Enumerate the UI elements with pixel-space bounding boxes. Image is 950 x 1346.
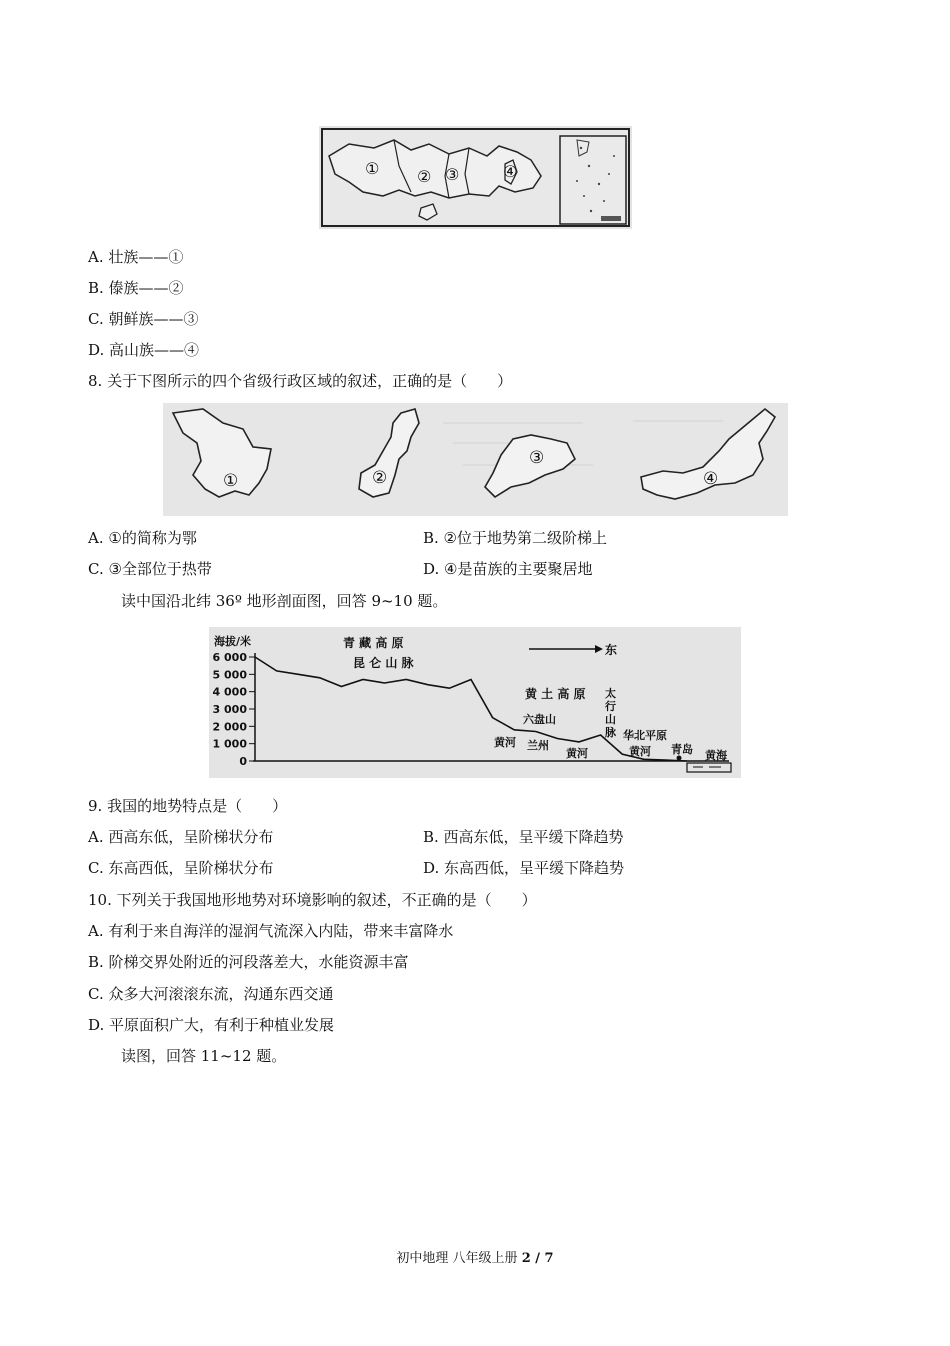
q7-map-label-4: ④ [503, 162, 518, 181]
q8-province-maps [163, 403, 788, 516]
label-taihang-char: 太 [605, 687, 616, 700]
q8-stem: 8. 关于下图所示的四个省级行政区域的叙述，正确的是（ ） [88, 372, 513, 390]
q7-option-a: A. 壮族——① [88, 248, 184, 266]
q9-option-c: C. 东高西低，呈阶梯状分布 [88, 859, 274, 877]
label-yellow-river-1: 黄河 [494, 736, 516, 749]
q10-option-c: C. 众多大河滚滚东流，沟通东西交通 [88, 985, 334, 1003]
q7-ethnic-map [319, 126, 632, 229]
q7-map-label-2: ② [417, 167, 432, 186]
label-qingzang-plateau: 青 藏 高 原 [343, 636, 404, 650]
y-tick-label: 1 000 [212, 737, 247, 751]
y-tick-label: 2 000 [212, 720, 247, 734]
q10-stem: 10. 下列关于我国地形地势对环境影响的叙述，不正确的是（ ） [88, 891, 537, 909]
footer-page-number: 2 / 7 [521, 1251, 554, 1266]
y-tick-label: 6 000 [212, 651, 247, 664]
intro-9-10: 读中国沿北纬 36º 地形剖面图，回答 9~10 题。 [121, 592, 448, 610]
q10-option-a: A. 有利于来自海洋的湿润气流深入内陆，带来丰富降水 [88, 922, 454, 940]
chart-ylabel: 海拔/米 [214, 635, 252, 648]
east-label: 东 [605, 643, 618, 657]
label-liupan-mountain: 六盘山 [523, 713, 556, 726]
q7-option-d: D. 高山族——④ [88, 341, 200, 359]
q7-option-b: B. 傣族——② [88, 279, 184, 297]
label-yellow-sea: 黄海 [705, 749, 727, 762]
q8-map-label-1: ① [223, 471, 239, 491]
label-loess-plateau: 黄 土 高 原 [525, 687, 586, 701]
q10-option-d: D. 平原面积广大，有利于种植业发展 [88, 1016, 335, 1034]
q9-option-d: D. 东高西低，呈平缓下降趋势 [423, 859, 625, 877]
q8-option-b: B. ②位于地势第二级阶梯上 [423, 529, 608, 547]
q8-map-label-4: ④ [703, 469, 719, 489]
label-kunlun-mountains: 昆 仑 山 脉 [353, 656, 414, 670]
q8-map-label-2: ② [372, 468, 388, 488]
q8-option-c: C. ③全部位于热带 [88, 560, 212, 578]
label-taihang-char: 山 [605, 713, 616, 726]
q8-option-a: A. ①的简称为鄂 [88, 529, 197, 547]
label-yellow-river-3: 黄河 [629, 745, 651, 758]
y-tick-label: 4 000 [212, 685, 247, 699]
y-tick-label: 3 000 [212, 703, 247, 716]
y-tick-label: 5 000 [212, 668, 247, 682]
q7-map-label-1: ① [365, 159, 380, 178]
page-footer [0, 1249, 950, 1269]
q9-option-a: A. 西高东低，呈阶梯状分布 [88, 828, 274, 846]
label-qingdao: 青岛 [671, 743, 693, 756]
label-yellow-river-2: 黄河 [566, 747, 588, 760]
qingdao-marker [677, 756, 682, 761]
footer-text: 初中地理 八年级上册 [396, 1251, 522, 1266]
y-tick-label: 0 [239, 755, 247, 768]
label-taihang-char: 脉 [605, 726, 616, 739]
q7-map-label-3: ③ [445, 165, 460, 184]
q7-option-c: C. 朝鲜族——③ [88, 310, 199, 328]
terrain-profile-chart [209, 627, 741, 778]
label-north-china-plain: 华北平原 [623, 729, 667, 742]
q8-option-d: D. ④是苗族的主要聚居地 [423, 560, 593, 578]
q10-option-b: B. 阶梯交界处附近的河段落差大，水能资源丰富 [88, 953, 409, 971]
q9-option-b: B. 西高东低，呈平缓下降趋势 [423, 828, 624, 846]
label-taihang-mountains [605, 686, 617, 739]
label-lanzhou: 兰州 [527, 739, 549, 752]
intro-11-12: 读图，回答 11~12 题。 [121, 1047, 287, 1065]
q9-stem: 9. 我国的地势特点是（ ） [88, 797, 288, 815]
label-taihang-char: 行 [605, 700, 616, 713]
q8-map-label-3: ③ [529, 448, 545, 468]
